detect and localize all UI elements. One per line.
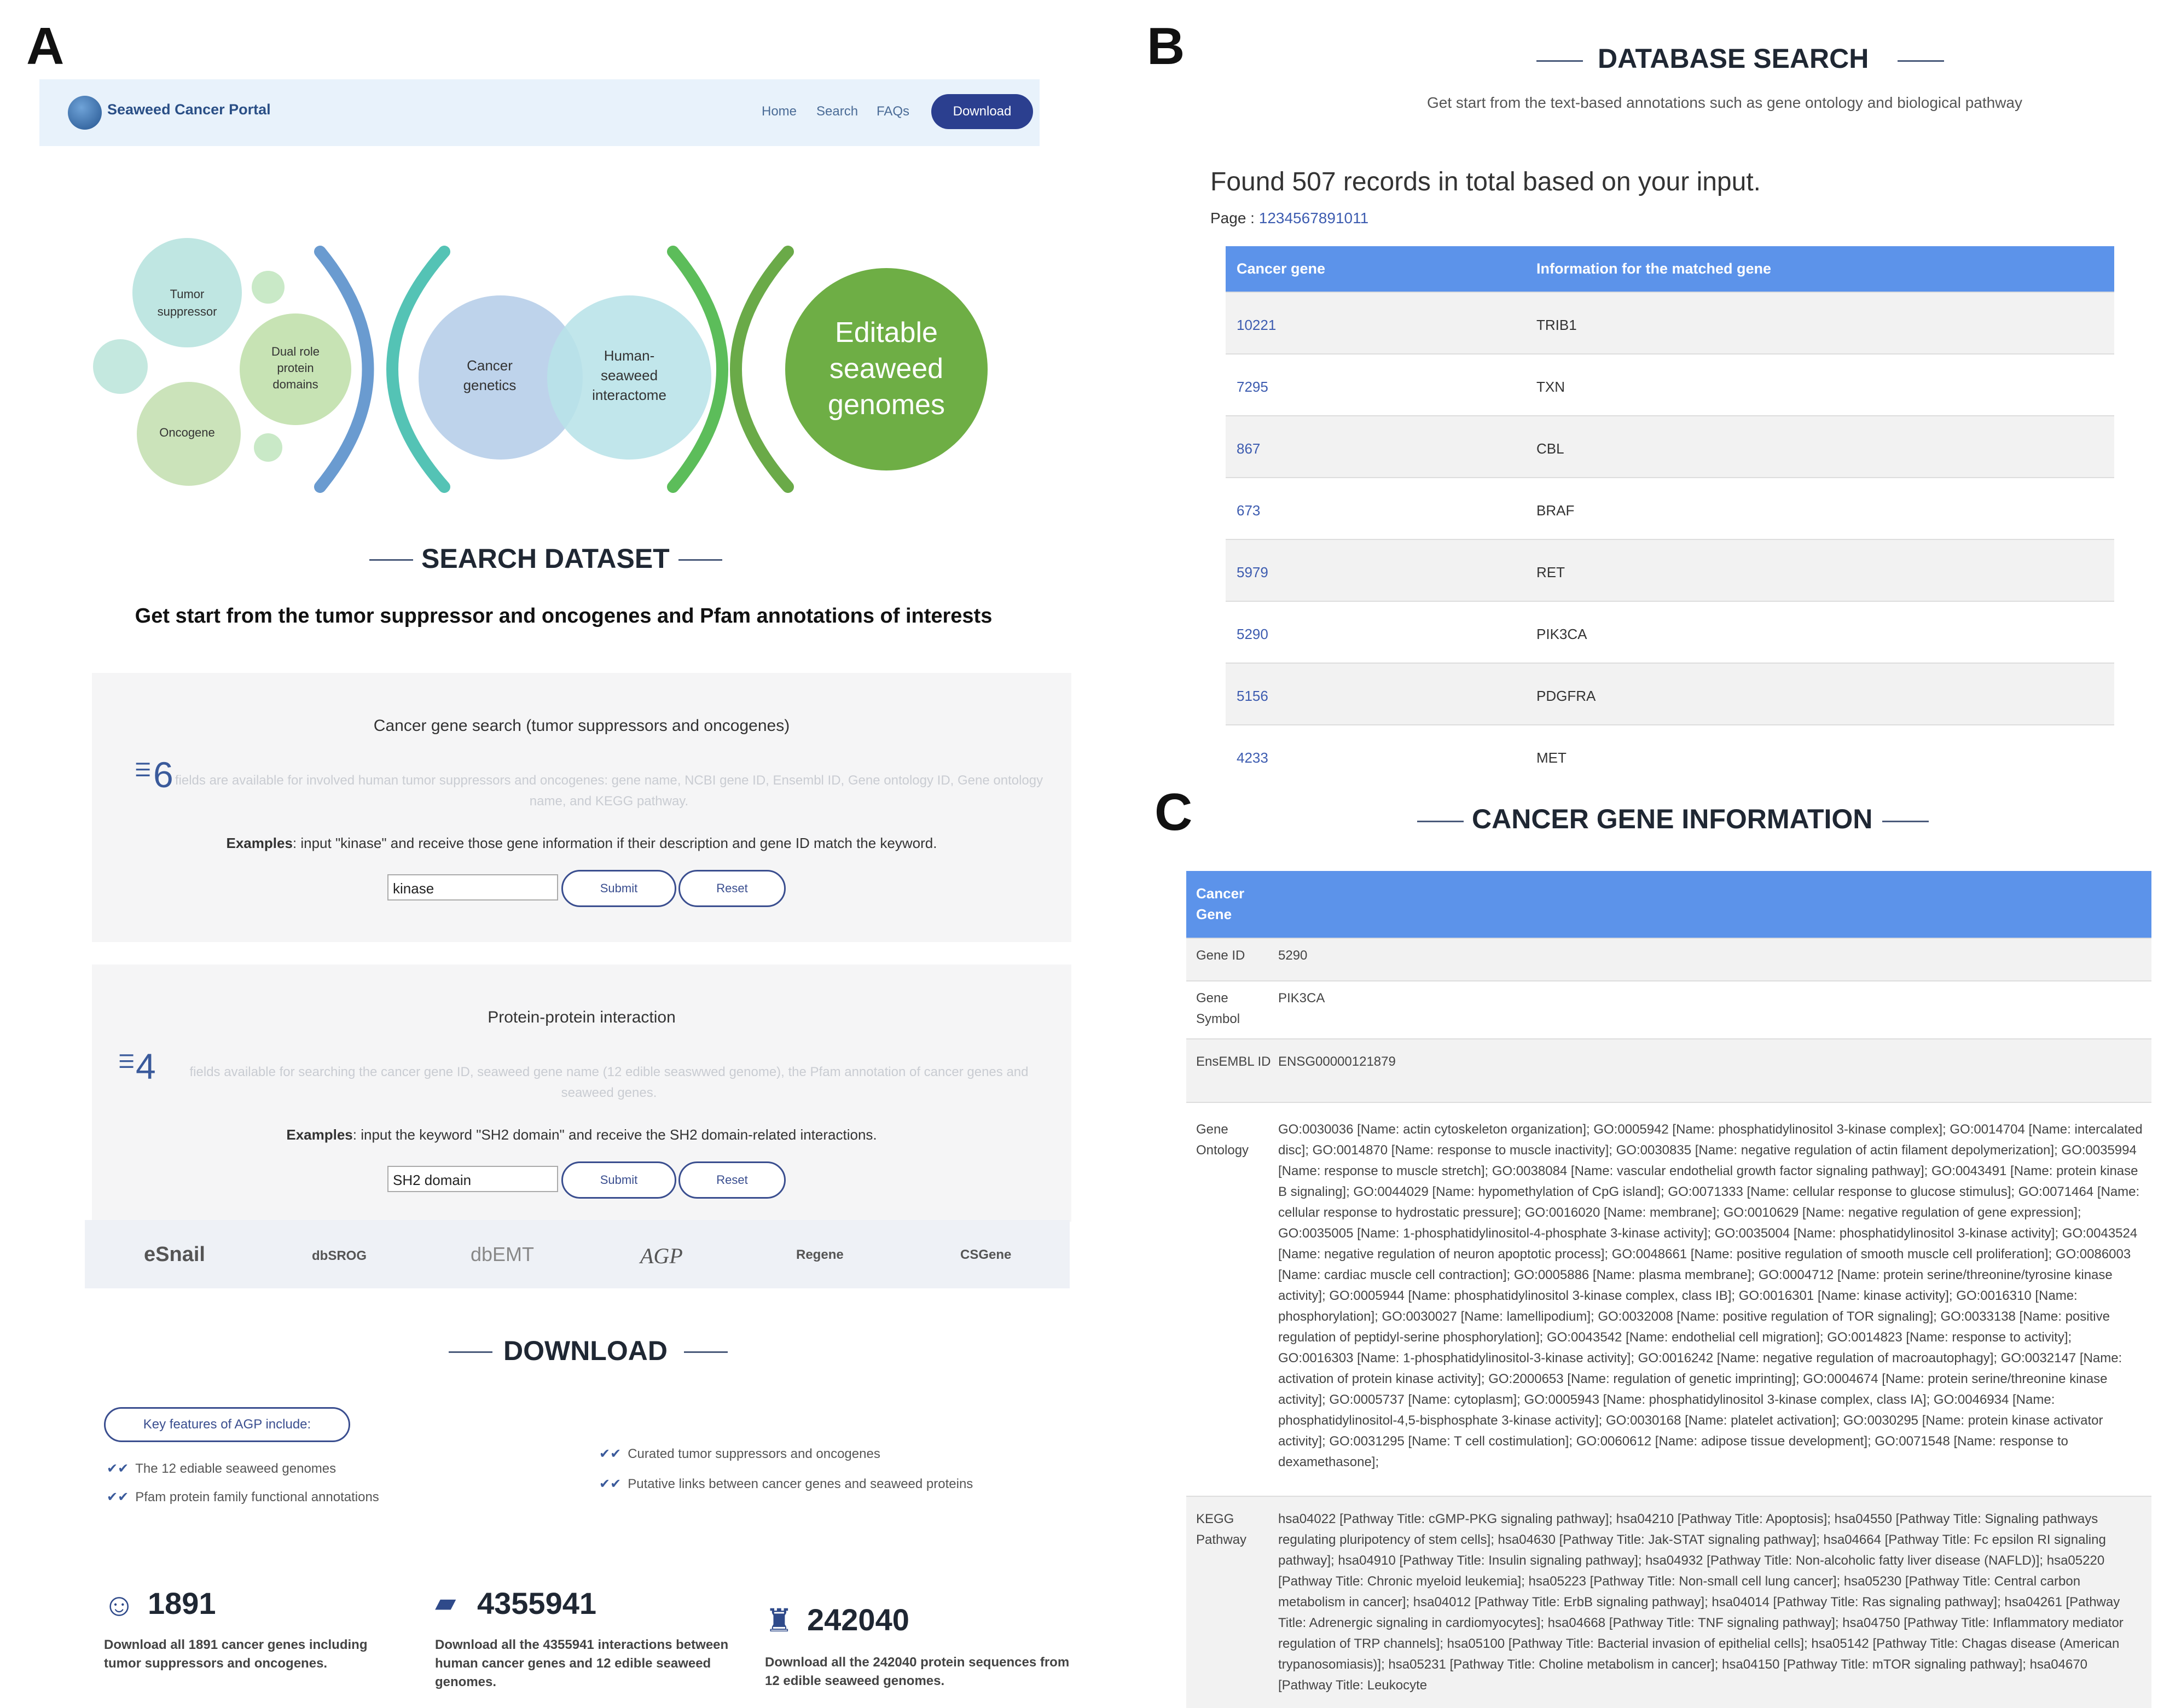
database-search-title: DATABASE SEARCH xyxy=(1598,43,1869,74)
table-row xyxy=(1226,539,2114,602)
ppi-search-input[interactable]: SH2 domain xyxy=(387,1166,558,1192)
table-row xyxy=(1226,724,2114,787)
database-icon: ☰ xyxy=(135,760,152,781)
table-row xyxy=(1226,292,2114,355)
title-rule xyxy=(1898,60,1944,62)
diagram-label: Dual role protein domains xyxy=(271,345,320,391)
stat-download-link[interactable]: Download all the 4355941 interactions between human cancer genes and 12 edible seaweed genomes. xyxy=(435,1637,729,1689)
gene-id-link[interactable]: 7295 xyxy=(1237,379,1268,395)
diagram-label: Cancer genetics xyxy=(463,357,517,393)
database-search-subtitle: Get start from the text-based annotations such as gene ontology and biological pathway xyxy=(1427,94,2023,111)
table-row xyxy=(1226,353,2114,416)
row-label: KEGG Pathway xyxy=(1196,1512,1247,1547)
check-icon: ✔✔ xyxy=(107,1490,129,1504)
gene-symbol: BRAF xyxy=(1536,502,1575,519)
example-text: : input "kinase" and receive those gene information if their description and gene ID match the keyword. xyxy=(292,835,937,851)
cancer-gene-search-box xyxy=(92,673,1071,942)
gene-symbol: CBL xyxy=(1536,440,1564,457)
pagination xyxy=(1210,210,1368,227)
row-label: Gene ID xyxy=(1196,948,1245,963)
check-icon: ✔✔ xyxy=(107,1461,129,1476)
gene-symbol: MET xyxy=(1536,750,1567,766)
example-label: Examples xyxy=(226,835,293,851)
gene-id-link[interactable]: 10221 xyxy=(1237,317,1277,333)
nav-faqs[interactable]: FAQs xyxy=(877,104,910,119)
gene-symbol: TXN xyxy=(1536,379,1565,395)
gene-id-link[interactable]: 5290 xyxy=(1237,626,1268,642)
partner-logos xyxy=(85,1220,1070,1288)
column-header: Cancer gene xyxy=(1237,260,1326,277)
search-dataset-subtitle: Get start from the tumor suppressor and oncogenes and Pfam annotations of interests xyxy=(135,605,993,628)
page-link[interactable]: 1 xyxy=(1258,210,1268,226)
cancer-search-desc: fields are available for involved human tumor suppressors and oncogenes: gene name, NCBI gene ID, Ensembl ID, Gene ontology ID, Gene ontology name, and KEGG pathway. xyxy=(175,773,1043,809)
diagram-label: Oncogene xyxy=(159,426,215,439)
ppi-search-box xyxy=(92,965,1071,1222)
table-row xyxy=(1226,415,2114,478)
partner-esnail[interactable]: eSnail xyxy=(144,1243,205,1266)
page-link[interactable]: 11 xyxy=(1353,210,1369,226)
feature-item xyxy=(599,1446,880,1462)
row-label: Gene Symbol xyxy=(1196,991,1240,1026)
search-dataset-title: SEARCH DATASET xyxy=(421,543,670,574)
title-rule xyxy=(678,559,722,561)
gene-id-link[interactable]: 673 xyxy=(1237,502,1261,519)
cancer-search-title: Cancer gene search (tumor suppressors and oncogenes) xyxy=(373,717,790,735)
panel-label-a: A xyxy=(26,17,65,75)
trophy-icon: ♜ xyxy=(765,1603,793,1639)
check-icon: ✔✔ xyxy=(599,1477,622,1491)
gene-info-title: CANCER GENE INFORMATION xyxy=(1472,804,1873,834)
feature-item xyxy=(107,1489,379,1505)
page-link[interactable]: 9 xyxy=(1327,210,1336,226)
results-table-header xyxy=(1226,246,2114,292)
stat-download-link[interactable]: Download all 1891 cancer genes including tumor suppressors and oncogenes. xyxy=(104,1637,368,1671)
feature-text: The 12 ediable seaweed genomes xyxy=(135,1461,337,1476)
page-link[interactable]: 6 xyxy=(1301,210,1310,226)
page-link[interactable]: 3 xyxy=(1275,210,1285,226)
row-value: ENSG00000121879 xyxy=(1278,1054,1396,1069)
gene-id-link[interactable]: 5979 xyxy=(1237,564,1268,580)
cancer-search-example xyxy=(92,835,1071,852)
nav-download-button[interactable]: Download xyxy=(931,94,1033,129)
table-row xyxy=(1226,477,2114,540)
row-value: hsa04022 [Pathway Title: cGMP-PKG signaling pathway]; hsa04210 [Pathway Title: Apoptosis]; hsa04550 [Pathway Title: Signaling pathways regulating pluripotency of stem cells]; hsa04630 [Pathway Title: Jak-STAT signaling pathway]; hsa04664 [Pathway Title: Fc epsilon RI signaling pathway]; hsa04910 [Pathway Title: Insulin signaling pathway]; hsa04932 [Pathway Title: Non-alcoholic fatty liver disease (NAFLD)]; hsa05220 [Pathway Title: Chronic myeloid leukemia]; hsa05223 [Pathway Title: Non-small cell lung cancer]; hsa05230 [Pathway Title: Central carbon metabolism in cancer]; hsa04012 [Pathway Title: ErbB signaling pathway]; hsa04014 [Pathway Title: Ras signaling pathway]; hsa04261 [Pathway Title: Adrenergic signaling in cardiomyocytes]; hsa04668 [Pathway Title: TNF signaling pathway]; hsa04750 [Pathway Title: Inflammatory mediator regulation of TRP channels]; hsa05100 [Pathway Title: Bacterial invasion of epithelial cells]; hsa05142 [Pathway Title: Chagas disease (American trypanosomiasis)]; hsa05231 [Pathway Title: Choline metabolism in cancer]; hsa04150 [Pathway Title: mTOR signaling pathway]; hsa04670 [Pathway Title: Leukocyte xyxy=(1278,1512,2124,1693)
panel-label-c: C xyxy=(1155,783,1193,841)
check-icon: ✔✔ xyxy=(599,1446,622,1461)
key-features-badge: Key features of AGP include: xyxy=(104,1407,350,1442)
partner-csgene[interactable]: CSGene xyxy=(960,1247,1012,1262)
gene-symbol: PDGFRA xyxy=(1536,688,1596,704)
gene-info-row xyxy=(1186,938,2151,981)
feature-item xyxy=(107,1461,336,1477)
download-title: DOWNLOAD xyxy=(503,1335,668,1366)
ppi-reset-button[interactable]: Reset xyxy=(678,1161,786,1199)
inbox-icon: ▰ xyxy=(435,1587,456,1618)
gene-symbol: RET xyxy=(1536,564,1565,580)
title-rule xyxy=(369,559,413,561)
ppi-search-title: Protein-protein interaction xyxy=(488,1008,676,1026)
stat-number: 1891 xyxy=(148,1586,216,1620)
stat-number: 4355941 xyxy=(477,1586,597,1620)
diagram-dot xyxy=(93,339,148,394)
partner-dbemt[interactable]: dbEMT xyxy=(471,1243,535,1265)
diagram-dot xyxy=(254,433,282,462)
field-count: 6 xyxy=(153,754,173,795)
panel-label-b: B xyxy=(1147,17,1185,75)
table-row xyxy=(1226,663,2114,725)
smile-icon: ☺ xyxy=(103,1587,136,1623)
gene-info-row xyxy=(1186,1496,2151,1708)
page-link[interactable]: 5 xyxy=(1293,210,1302,226)
page-label: Page : xyxy=(1210,210,1255,226)
feature-text: Curated tumor suppressors and oncogenes xyxy=(628,1446,880,1461)
feature-text: Pfam protein family functional annotations xyxy=(135,1490,379,1504)
records-found: Found 507 records in total based on your input. xyxy=(1210,167,1761,196)
database-icon: ☰ xyxy=(118,1051,135,1072)
title-rule xyxy=(1882,821,1929,822)
gene-info-header-label: Cancer Gene xyxy=(1196,885,1245,922)
cancer-search-input[interactable]: kinase xyxy=(387,874,558,901)
example-label: Examples xyxy=(286,1126,353,1143)
gene-id-link[interactable]: 4233 xyxy=(1237,750,1268,766)
stat-download-link[interactable]: Download all the 242040 protein sequences from 12 edible seaweed genomes. xyxy=(765,1655,1070,1688)
column-header: Information for the matched gene xyxy=(1536,260,1772,277)
field-count: 4 xyxy=(136,1046,156,1087)
example-text: : input the keyword "SH2 domain" and receive the SH2 domain-related interactions. xyxy=(352,1126,877,1143)
gene-info-row xyxy=(1186,1102,2151,1497)
diagram-dot xyxy=(252,271,285,304)
gene-id-link[interactable]: 867 xyxy=(1237,440,1261,457)
nav-search[interactable]: Search xyxy=(816,104,858,119)
page-link[interactable]: 10 xyxy=(1335,210,1353,226)
page-link[interactable]: 4 xyxy=(1284,210,1293,226)
cancer-submit-button[interactable]: Submit xyxy=(561,870,676,907)
portal-name[interactable]: Seaweed Cancer Portal xyxy=(107,101,271,118)
ppi-search-example xyxy=(92,1126,1071,1143)
ppi-submit-button[interactable]: Submit xyxy=(561,1161,676,1199)
bracket-arc xyxy=(736,252,788,487)
title-rule xyxy=(1417,821,1464,822)
title-rule xyxy=(449,1351,492,1353)
portal-logo-icon[interactable] xyxy=(68,96,102,130)
navbar xyxy=(39,79,1040,146)
row-value: 5290 xyxy=(1278,948,1308,963)
stat-number: 242040 xyxy=(807,1602,909,1637)
diagram-label: Editable seaweed genomes xyxy=(828,317,945,421)
page-link[interactable]: 2 xyxy=(1267,210,1276,226)
feature-item xyxy=(599,1476,973,1492)
partner-regene[interactable]: Regene xyxy=(796,1247,844,1262)
row-value: GO:0030036 [Name: actin cytoskeleton organization]; GO:0005942 [Name: phosphatidylinositol 3-kinase complex]; GO:0014704 [Name: intercalated disc]; GO:0014870 [Name: response to muscle inactivity]; GO:0030835 [Name: negative regulation of actin filament depolymerization]; GO:0035994 [Name: response to muscle stretch]; GO:0038084 [Name: vascular endothelial growth factor signaling pathway]; GO:0043491 [Name: protein kinase B signaling]; GO:0044029 [Name: hypomethylation of CpG island]; GO:0071333 [Name: cellular response to glucose stimulus]; GO:0071464 [Name: cellular response to hydrostatic pressure]; GO:0016020 [Name: membrane]; GO:0010629 [Name: negative regulation of gene expression]; GO:0035005 [Name: 1-phosphatidylinositol-4-phosphate 3-kinase activity]; GO:0035004 [Name: phosphatidylinositol 3-kinase activity]; GO:0043524 [Name: negative regulation of neuron apoptotic process]; GO:0048661 [Name: positive regulation of smooth muscle cell proliferation]; GO:0086003 [Name: cardiac muscle cell contraction]; GO:0005886 [Name: plasma membrane]; GO:0004712 [Name: protein serine/threonine/tyrosine kinase activity]; GO:0005944 [Name: phosphatidylinositol 3-kinase complex, class IB]; GO:0016301 [Name: kinase activity]; GO:0016310 [Name: phosphorylation]; GO:0030027 [Name: lamellipodium]; GO:0032008 [Name: positive regulation of TOR signaling]; GO:0033138 [Name: positive regulation of peptidyl-serine phosphorylation]; GO:0043542 [Name: endothelial cell migration]; GO:0014823 [Name: response to activity]; GO:0016303 [Name: 1-phosphatidylinositol-3-kinase activity]; GO:0016242 [Name: negative regulation of macroautophagy]; GO:0032147 [Name: activation of protein kinase activity]; GO:2000653 [Name: regulation of genetic imprinting]; GO:0004674 [Name: protein serine/threonine kinase activity]; GO:0005737 [Name: cytoplasm]; GO:0005943 [Name: phosphatidylinositol 3-kinase complex, class IA]; GO:0046934 [Name: phosphatidylinositol-4,5-bisphosphate 3-kinase activity]; GO:0030168 [Name: platelet activation]; GO:0030295 [Name: protein kinase activator activity]; GO:0031295 [Name: T cell costimulation]; GO:0060612 [Name: adipose tissue development]; GO:0071548 [Name: response to dexamethasone]; xyxy=(1278,1122,2143,1469)
gene-id-link[interactable]: 5156 xyxy=(1237,688,1268,704)
diagram-label: Tumor suppressor xyxy=(157,287,217,318)
nav-home[interactable]: Home xyxy=(762,104,797,119)
gene-info-row xyxy=(1186,980,2151,1039)
row-label: EnsEMBL ID xyxy=(1196,1054,1271,1069)
gene-info-header xyxy=(1186,871,2151,938)
gene-symbol: TRIB1 xyxy=(1536,317,1577,333)
row-label: Gene Ontology xyxy=(1196,1122,1249,1158)
page-link[interactable]: 7 xyxy=(1310,210,1319,226)
partner-agp[interactable]: AGP xyxy=(640,1244,683,1268)
cancer-reset-button[interactable]: Reset xyxy=(678,870,786,907)
row-value: PIK3CA xyxy=(1278,991,1325,1006)
feature-text: Putative links between cancer genes and seaweed proteins xyxy=(628,1477,973,1491)
title-rule xyxy=(1536,60,1583,62)
ppi-search-desc: fields available for searching the cancer gene ID, seaweed gene name (12 edible seaswwed genome), the Pfam annotation of cancer genes and seaweed genes. xyxy=(189,1065,1029,1100)
table-row xyxy=(1226,601,2114,664)
title-rule xyxy=(684,1351,728,1353)
gene-info-row xyxy=(1186,1038,2151,1103)
gene-symbol: PIK3CA xyxy=(1536,626,1587,642)
diagram-label: Human-seaweed interactome xyxy=(592,347,666,403)
partner-dbsrog[interactable]: dbSROG xyxy=(312,1248,367,1263)
page-link[interactable]: 8 xyxy=(1318,210,1327,226)
